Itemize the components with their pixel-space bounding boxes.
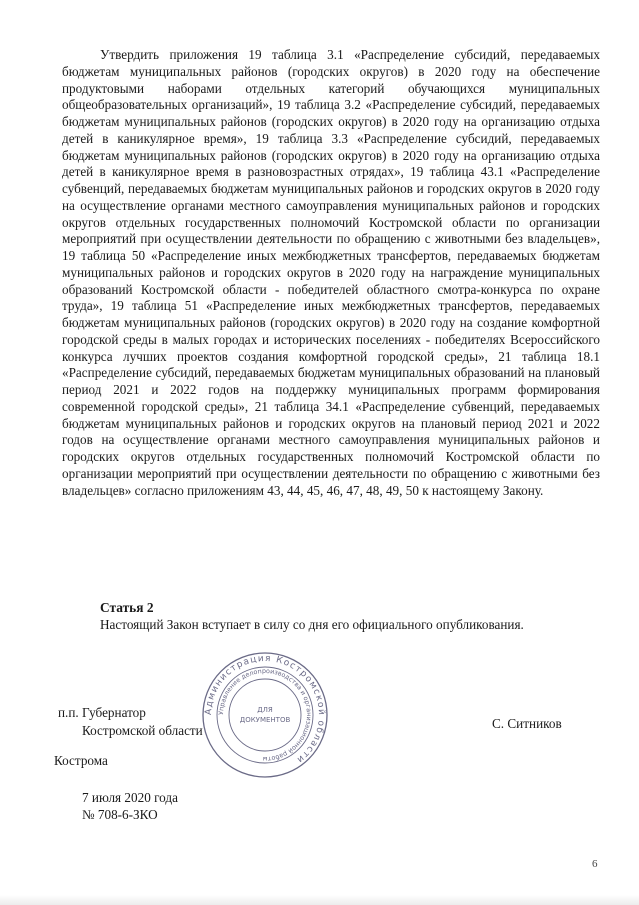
signature-position-line2: Костромской области [82, 723, 203, 738]
seal-inner-text: Управление делопроизводства и организационной работы [216, 666, 314, 764]
svg-text:Управление делопроизводства и [217, 667, 313, 763]
seal-outer-text: Администрация Костромской области [203, 653, 327, 765]
scan-edge [0, 895, 639, 905]
seal-center-line2: ДОКУМЕНТОВ [239, 716, 291, 724]
document-date: 7 июля 2020 года [82, 790, 178, 805]
page-number: 6 [592, 858, 598, 870]
main-paragraph: Утвердить приложения 19 таблица 3.1 «Распределение субсидий, передаваемых бюджетам муниципальных районов (городских округов) в 2020 году на обеспечение продуктовыми наборами отдельных категорий обучающихся муниципальных общеобразовательных организаций», 19 таблица 3.2 «Распределение субсидий, передаваемых бюджетам муниципальных районов (городских округов) в 2020 году на организацию отдыха детей в каникулярное время», 19 таблица 3.3 «Распределение субсидий, передаваемых бюджетам муниципальных районов (городских округов) в 2020 году на организацию отдыха детей в каникулярное время в разновозрастных отрядах», 19 таблица 43.1 «Распределение субвенций, передаваемых бюджетам муниципальных районов и городских округов в 2020 году на осуществление органами местного самоуправления муниципальных районов и городских округов отдельных государственных полномочий Костромской области по организации мероприятий при осуществлении деятельности по обращению с животными без владельцев», 19 таблица 50 «Распределение иных межбюджетных трансфертов, передаваемых бюджетам муниципальных районов и городских округов в 2020 году на награждение муниципальных образований Костромской области - победителей областного смотра-конкурса по охране труда», 19 таблица 51 «Распределение иных межбюджетных трансфертов, передаваемых бюджетам муниципальных районов (городских округов) в 2020 году на создание комфортной городской среды в малых городах и исторических поселениях - победителях Всероссийского конкурса лучших проектов создания комфортной городской среды», 21 таблица 18.1 «Распределение субсидий, передаваемых бюджетам муниципальных образований на плановый период 2021 и 2022 годов на поддержку муниципальных программ формирования современной городской среды», 21 таблица 34.1 «Распределение субвенций, передаваемых бюджетам муниципальных районов и городских округов на плановый период 2021 и 2022 годов на осуществление органами местного самоуправления муниципальных районов и городских округов отдельных государственных полномочий Костромской области по организации мероприятий при осуществлении деятельности по обращению с животными без владельцев» согласно приложениям 43, 44, 45, 46, 47, 48, 49, 50 к настоящему Закону. [62, 47, 600, 498]
article-text: Настоящий Закон вступает в силу со дня его официального опубликования. [100, 617, 524, 632]
official-seal [200, 650, 330, 780]
signature-position-line1: п.п. Губернатор [58, 705, 146, 720]
signature-name: С. Ситников [492, 716, 562, 731]
seal-center-line1: ДЛЯ [257, 706, 273, 714]
article-heading: Статья 2 [100, 600, 154, 615]
city: Кострома [54, 753, 108, 768]
document-number: № 708-6-ЗКО [82, 807, 158, 822]
